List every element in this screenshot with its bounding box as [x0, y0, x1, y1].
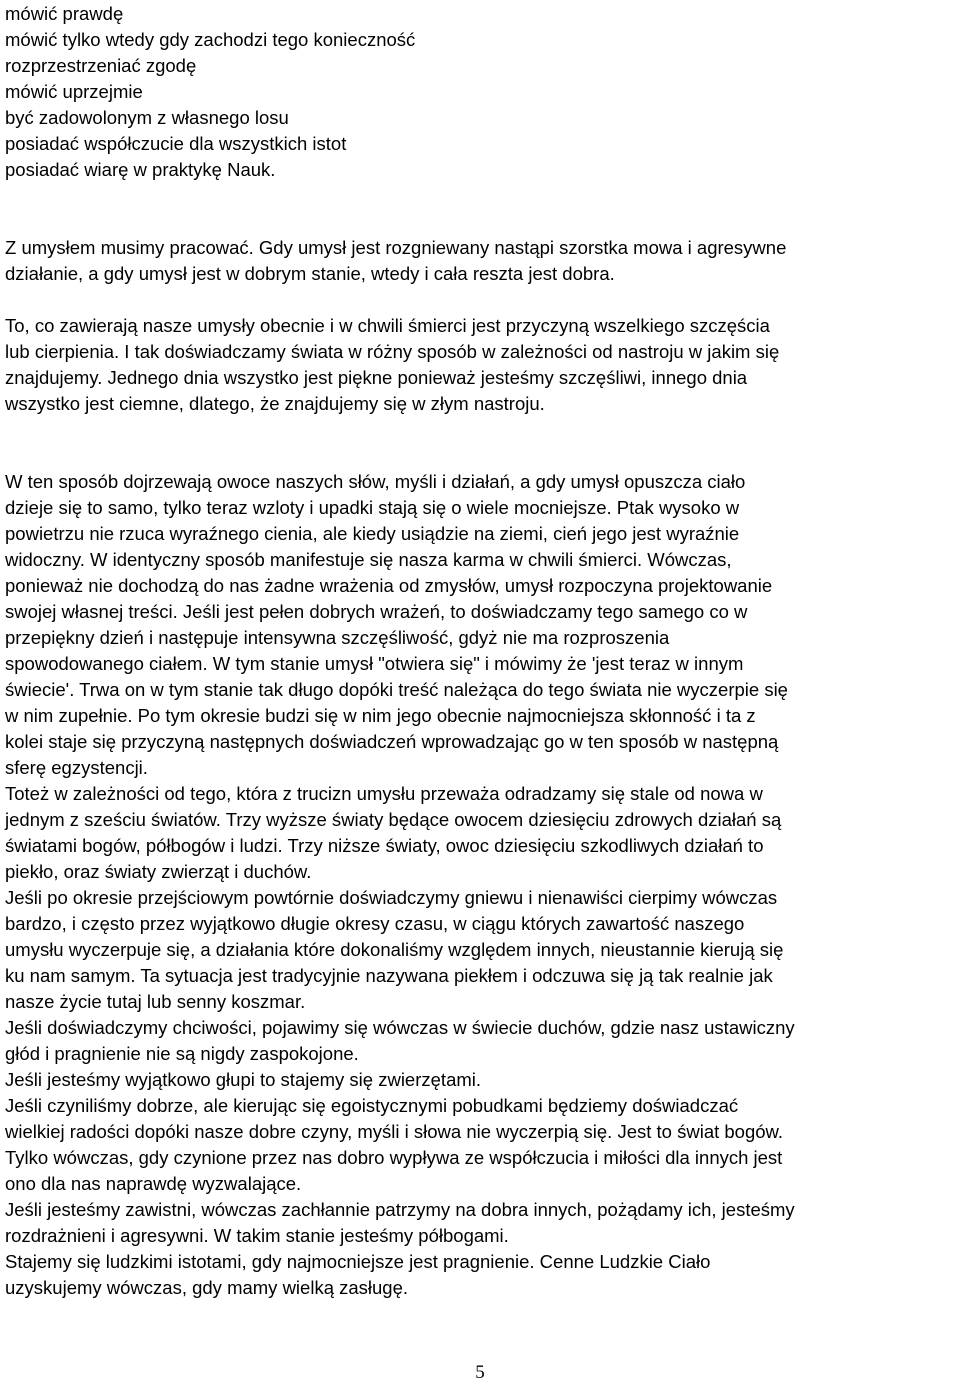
text-line: świecie'. Trwa on w tym stanie tak długo dopóki treść należąca do tego świata nie wyczerpie się: [5, 679, 788, 700]
text-line: Tylko wówczas, gdy czynione przez nas dobro wypływa ze współczucia i miłości dla innych jest: [5, 1147, 783, 1168]
text-line: kolei staje się przyczyną następnych doświadczeń wprowadzając go w ten sposób w następną: [5, 731, 779, 752]
text-line: działanie, a gdy umysł jest w dobrym stanie, wtedy i cała reszta jest dobra.: [5, 263, 615, 284]
text-line: posiadać współczucie dla wszystkich istot: [5, 133, 347, 154]
text-line: lub cierpienia. I tak doświadczamy świata w różny sposób w zależności od nastroju w jakim się: [5, 341, 780, 362]
text-line: Stajemy się ludzkimi istotami, gdy najmocniejsze jest pragnienie. Cenne Ludzkie Ciało: [5, 1251, 711, 1272]
text-line: Jeśli jesteśmy wyjątkowo głupi to stajemy się zwierzętami.: [5, 1069, 482, 1090]
text-line: sferę egzystencji.: [5, 757, 148, 778]
text-line: spowodowanego ciałem. W tym stanie umysł "otwiera się" i mówimy że 'jest teraz w innym: [5, 653, 744, 674]
text-line: dzieje się to samo, tylko teraz wzloty i upadki stają się o wiele mocniejsze. Ptak wysoko w: [5, 497, 740, 518]
text-line: przepiękny dzień i następuje intensywna szczęśliwość, gdyż nie ma rozproszenia: [5, 627, 670, 648]
text-line: Jeśli jesteśmy zawistni, wówczas zachłannie patrzymy na dobra innych, pożądamy ich, jesteśmy: [5, 1199, 795, 1220]
paragraph-mind-work: [5, 235, 957, 287]
text-line: Jeśli doświadczymy chciwości, pojawimy się wówczas w świecie duchów, gdzie nasz ustawiczny: [5, 1017, 795, 1038]
text-line: rozdrażnieni i agresywni. W takim stanie jesteśmy półbogami.: [5, 1225, 509, 1246]
paragraph-list-virtues: [5, 1, 957, 183]
document-body: [5, 1, 957, 1301]
text-line: To, co zawierają nasze umysły obecnie i w chwili śmierci jest przyczyną wszelkiego szczęścia: [5, 315, 770, 336]
paragraph-spacer: [5, 417, 957, 469]
text-line: mówić tylko wtedy gdy zachodzi tego konieczność: [5, 29, 416, 50]
paragraph-karma-worlds: [5, 469, 957, 1301]
text-line: widoczny. W identyczny sposób manifestuje się nasza karma w chwili śmierci. Wówczas,: [5, 549, 732, 570]
text-line: Toteż w zależności od tego, która z trucizn umysłu przeważa odradzamy się stale od nowa w: [5, 783, 763, 804]
text-line: swojej własnej treści. Jeśli jest pełen dobrych wrażeń, to doświadczamy tego samego co w: [5, 601, 748, 622]
text-line: ku nam samym. Ta sytuacja jest tradycyjnie nazywana piekłem i odczuwa się ją tak realnie jak: [5, 965, 773, 986]
page-number: 5: [475, 1362, 485, 1383]
text-line: W ten sposób dojrzewają owoce naszych słów, myśli i działań, a gdy umysł opuszcza ciało: [5, 471, 746, 492]
text-line: nasze życie tutaj lub senny koszmar.: [5, 991, 306, 1012]
text-line: jednym z sześciu światów. Trzy wyższe światy będące owocem dziesięciu zdrowych działań są: [5, 809, 782, 830]
text-line: w nim zupełnie. Po tym okresie budzi się w nim jego obecnie najmocniejsza skłonność i ta z: [5, 705, 756, 726]
text-line: znajdujemy. Jednego dnia wszystko jest piękne ponieważ jesteśmy szczęśliwi, innego dnia: [5, 367, 748, 388]
text-line: Jeśli czyniliśmy dobrze, ale kierując się egoistycznymi pobudkami będziemy doświadczać: [5, 1095, 739, 1116]
text-line: mówić prawdę: [5, 3, 124, 24]
text-line: ponieważ nie dochodzą do nas żadne wrażenia od zmysłów, umysł rozpoczyna projektowanie: [5, 575, 773, 596]
text-line: być zadowolonym z własnego losu: [5, 107, 289, 128]
text-line: światami bogów, półbogów i ludzi. Trzy niższe światy, owoc dziesięciu szkodliwych działań to: [5, 835, 764, 856]
paragraph-mind-contents: [5, 313, 957, 417]
text-line: głód i pragnienie nie są nigdy zaspokojone.: [5, 1043, 359, 1064]
text-line: uzyskujemy wówczas, gdy mamy wielką zasługę.: [5, 1277, 409, 1298]
text-line: Z umysłem musimy pracować. Gdy umysł jest rozgniewany nastąpi szorstka mowa i agresywne: [5, 237, 787, 258]
text-line: wszystko jest ciemne, dlatego, że znajdujemy się w złym nastroju.: [5, 393, 545, 414]
text-line: powietrzu nie rzuca wyraźnego cienia, ale kiedy usiądzie na ziemi, cień jego jest wyraźnie: [5, 523, 740, 544]
text-line: umysłu wyczerpuje się, a działania które dokonaliśmy względem innych, nieustannie kierują się: [5, 939, 784, 960]
text-line: mówić uprzejmie: [5, 81, 143, 102]
text-line: piekło, oraz światy zwierząt i duchów.: [5, 861, 312, 882]
text-line: ono dla nas naprawdę wyzwalające.: [5, 1173, 302, 1194]
text-line: posiadać wiarę w praktykę Nauk.: [5, 159, 276, 180]
text-line: rozprzestrzeniać zgodę: [5, 55, 197, 76]
text-line: Jeśli po okresie przejściowym powtórnie doświadczymy gniewu i nienawiści cierpimy wówczas: [5, 887, 778, 908]
paragraph-spacer: [5, 183, 957, 235]
paragraph-spacer: [5, 287, 957, 313]
text-line: wielkiej radości dopóki nasze dobre czyny, myśli i słowa nie wyczerpią się. Jest to świat bogów.: [5, 1121, 784, 1142]
text-line: bardzo, i często przez wyjątkowo długie okresy czasu, w ciągu których zawartość naszego: [5, 913, 745, 934]
